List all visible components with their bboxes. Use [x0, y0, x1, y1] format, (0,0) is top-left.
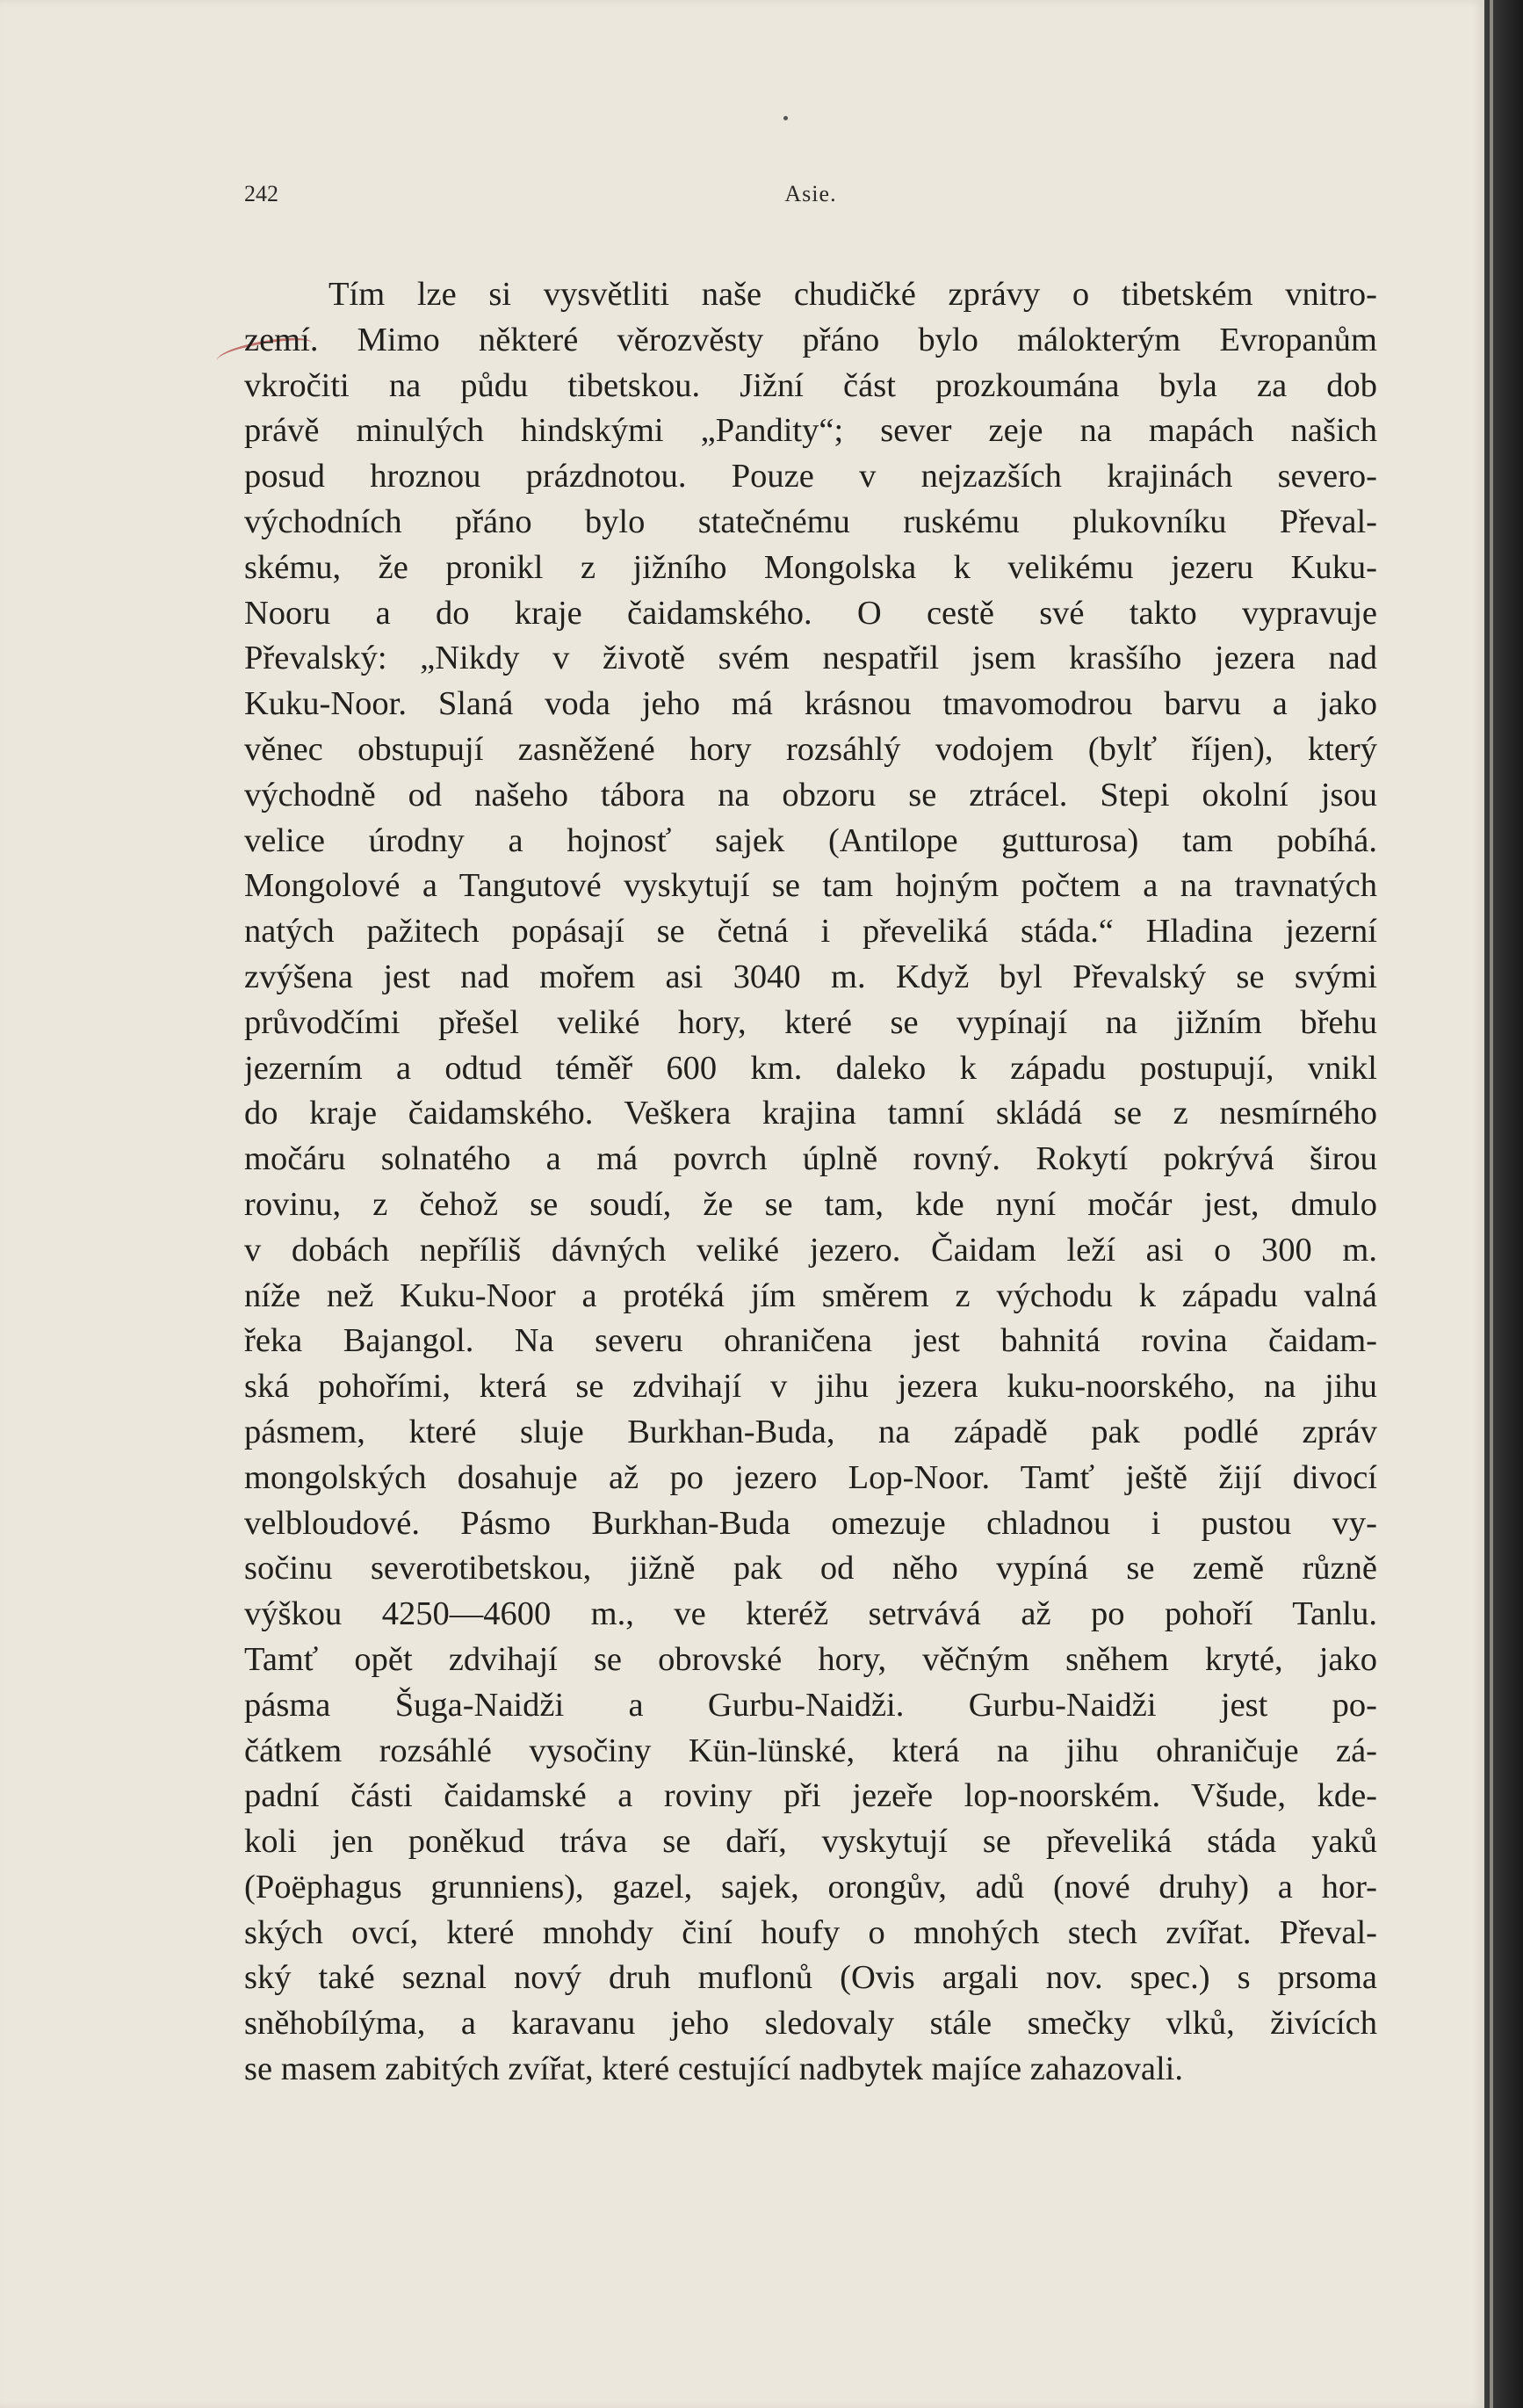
- text-line: sočinu severotibetskou, jižně pak od něho vypíná se země různě: [244, 1550, 1377, 1587]
- text-line: jezerním a odtud téměř 600 km. daleko k západu postupují, vnikl: [244, 1049, 1377, 1087]
- text-line: sněhobílýma, a karavanu jeho sledovaly stále smečky vlků, živících: [244, 2005, 1377, 2043]
- text-line: pásmem, které sluje Burkhan-Buda, na západě pak podlé zpráv: [244, 1413, 1377, 1450]
- text-line: Tím lze si vysvětliti naše chudičké zprávy o tibetském vnitro-: [328, 276, 1377, 313]
- text-line: níže než Kuku-Noor a protéká jím směrem z východu k západu valná: [244, 1276, 1377, 1314]
- text-line: právě minulých hindskými „Pandity“; sever zeje na mapách našich: [244, 412, 1377, 450]
- text-line: skému, že pronikl z jižního Mongolska k velikému jezeru Kuku-: [244, 548, 1377, 586]
- text-line: padní části čaidamské a roviny při jezeře lop-noorském. Všude, kde-: [244, 1777, 1377, 1815]
- text-line: vkročiti na půdu tibetskou. Jižní část prozkoumána byla za dob: [244, 366, 1377, 404]
- text-line: Tamť opět zdvihají se obrovské hory, věčným sněhem kryté, jako: [244, 1640, 1377, 1678]
- text-line: do kraje čaidamského. Veškera krajina tamní skládá se z nesmírného: [244, 1095, 1377, 1132]
- text-line: mongolských dosahuje až po jezero Lop-Noor. Tamť ještě žijí divocí: [244, 1458, 1377, 1496]
- text-line: koli jen poněkud tráva se daří, vyskytují se převeliká stáda yaků: [244, 1823, 1377, 1861]
- text-line: se masem zabitých zvířat, které cestující nadbytek majíce zahazovali.: [244, 2050, 1183, 2088]
- text-line: zvýšena jest nad mořem asi 3040 m. Když byl Převalský se svými: [244, 958, 1377, 995]
- text-line: ská pohořími, která se zdvihají v jihu jezera kuku-noorského, na jihu: [244, 1368, 1377, 1406]
- running-title: Asie.: [784, 181, 837, 206]
- text-line: výškou 4250—4600 m., ve kteréž setrvává až po pohoří Tanlu.: [244, 1595, 1377, 1633]
- page-number: 242: [244, 181, 278, 206]
- page-header: [244, 181, 1377, 216]
- text-line: Nooru a do kraje čaidamského. O cestě své takto vypravuje: [244, 594, 1377, 632]
- text-line: řeka Bajangol. Na severu ohraničena jest bahnitá rovina čaidam-: [244, 1322, 1377, 1360]
- text-line: průvodčími přešel veliké hory, které se vypínají na jižním břehu: [244, 1003, 1377, 1041]
- text-line: ský také seznal nový druh muflonů (Ovis argali nov. spec.) s prsoma: [244, 1959, 1377, 1997]
- text-line: v dobách nepříliš dávných veliké jezero. Čaidam leží asi o 300 m.: [244, 1231, 1377, 1269]
- text-line: Převalský: „Nikdy v životě svém nespatřil jsem krasšího jezera nad: [244, 640, 1377, 677]
- text-line: věnec obstupují zasněžené hory rozsáhlý vodojem (bylť říjen), který: [244, 730, 1377, 768]
- page-edge-sliver: [1490, 0, 1493, 2408]
- text-line: rovinu, z čehož se soudí, že se tam, kde nyní močár jest, dmulo: [244, 1185, 1377, 1223]
- text-line: natých pažitech popásají se četná i převeliká stáda.“ Hladina jezerní: [244, 913, 1377, 951]
- text-line: pásma Šuga-Naidži a Gurbu-Naidži. Gurbu-Naidži jest po-: [244, 1686, 1377, 1724]
- text-line: východních přáno bylo statečnému ruskému plukovníku Převal-: [244, 503, 1377, 540]
- text-line: čátkem rozsáhlé vysočiny Kün-lünské, která na jihu ohraničuje zá-: [244, 1732, 1377, 1769]
- text-line: velbloudové. Pásmo Burkhan-Buda omezuje chladnou i pustou vy-: [244, 1504, 1377, 1542]
- text-line: východně od našeho tábora na obzoru se ztrácel. Stepi okolní jsou: [244, 776, 1377, 814]
- text-line: močáru solnatého a má povrch úplně rovný. Rokytí pokrývá širou: [244, 1140, 1377, 1178]
- text-line: Mongolové a Tangutové vyskytují se tam hojným počtem a na travnatých: [244, 867, 1377, 905]
- text-line: velice úrodny a hojnosť sajek (Antilope gutturosa) tam pobíhá.: [244, 821, 1377, 859]
- text-line: ských ovcí, které mnohdy činí houfy o mnohých stech zvířat. Převal-: [244, 1913, 1377, 1951]
- speck: [783, 116, 788, 120]
- text-line: posud hroznou prázdnotou. Pouze v nejzazších krajinách severo-: [244, 458, 1377, 495]
- book-edge: [1484, 0, 1523, 2408]
- text-line: zemí. Mimo některé věrozvěsty přáno bylo málokterým Evropanům: [244, 321, 1377, 358]
- body-paragraph: [244, 272, 1377, 2093]
- text-line: (Poëphagus grunniens), gazel, sajek, orongův, adů (nové druhy) a hor-: [244, 1868, 1377, 1905]
- text-line: Kuku-Noor. Slaná voda jeho má krásnou tmavomodrou barvu a jako: [244, 685, 1377, 723]
